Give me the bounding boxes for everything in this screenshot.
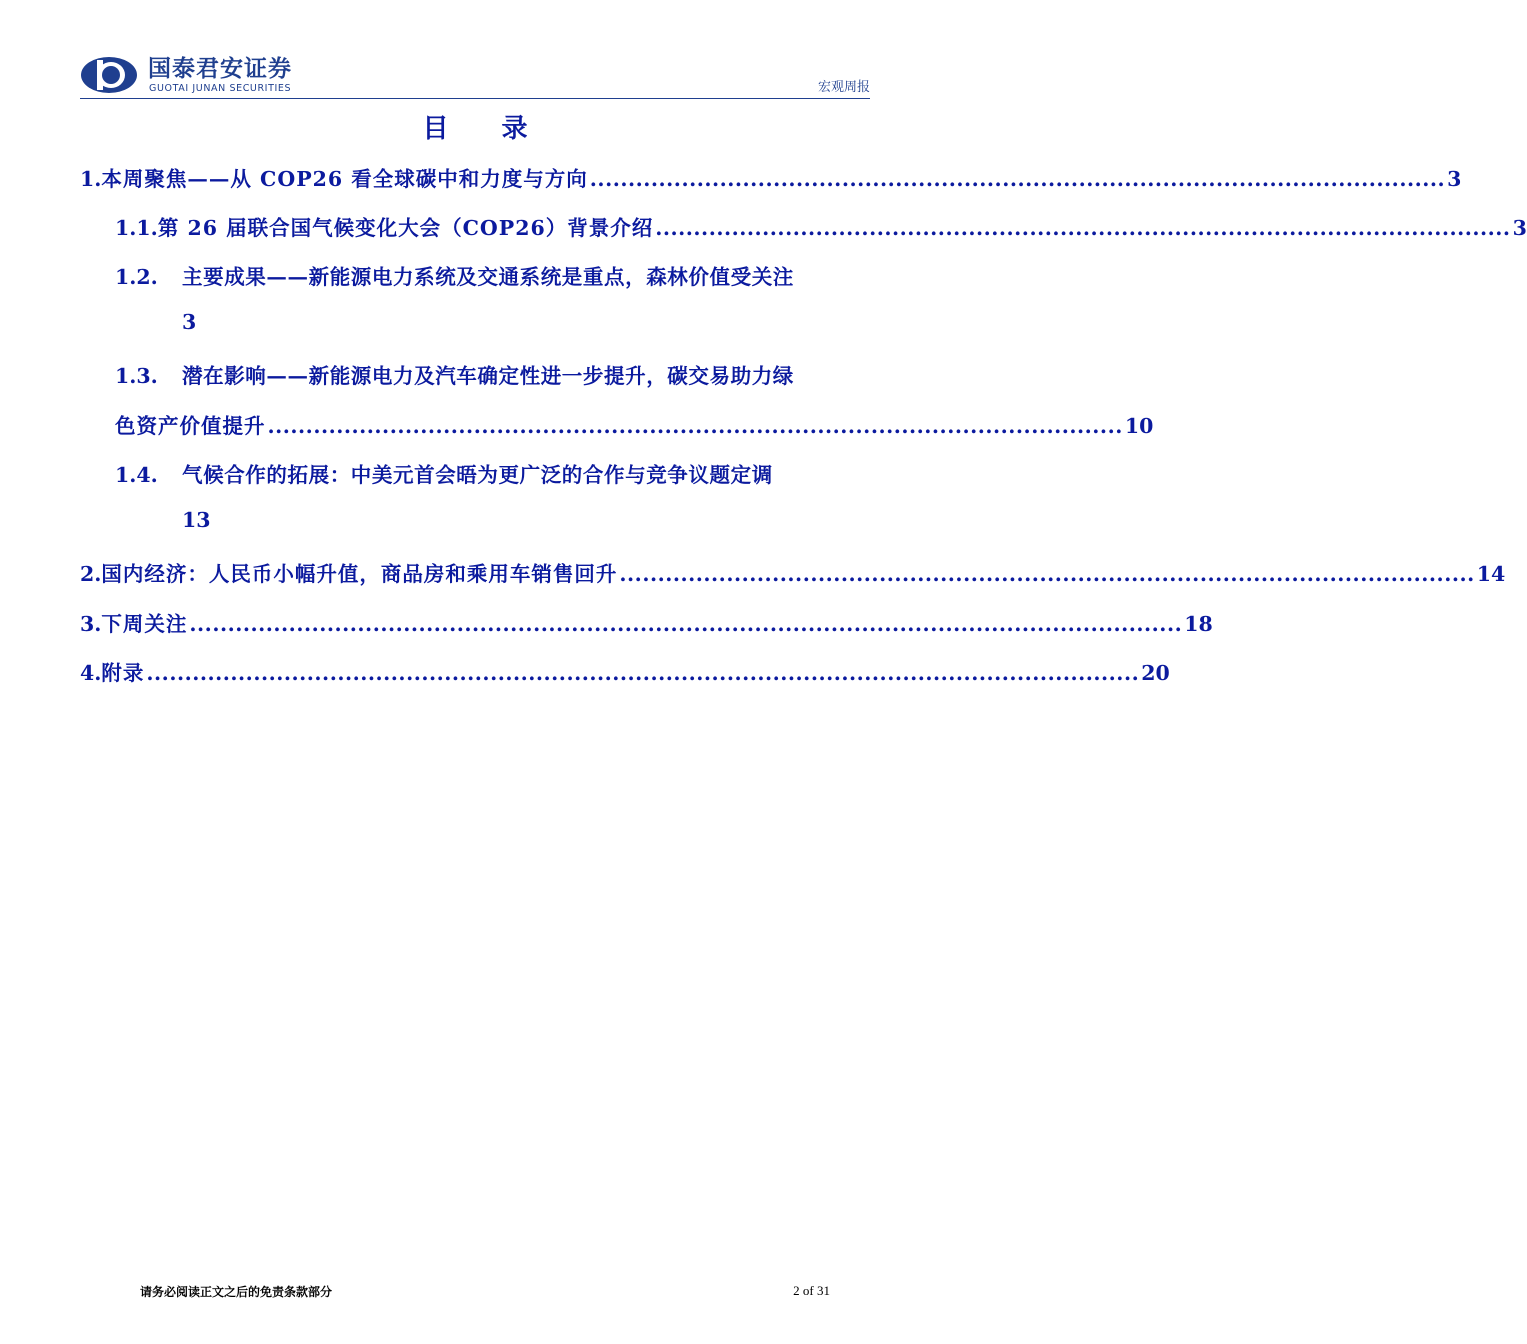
toc-entry-page: 14 [1476,562,1506,586]
toc-entry-number: 1.3. [115,364,158,388]
toc-entry-1-4-page-line[interactable] [80,508,870,538]
toc-dot-leader: ................................................................................................................ [267,414,1123,438]
logo-mark-icon [80,56,138,94]
toc-entry-page: 18 [1184,612,1213,636]
toc-entry-text: 潜在影响——新能源电力及汽车确定性进一步提升，碳交易助力绿 [182,364,794,388]
toc-entry-number: 1.2. [115,265,158,289]
toc-entry-1-4[interactable] [80,458,870,488]
header-divider [80,98,870,99]
toc-entry-number: 1. [80,167,102,191]
toc-entry-4[interactable] [80,656,1170,686]
toc-entry-number: 1.4. [115,463,158,487]
toc-entry-text: 主要成果——新能源电力系统及交通系统是重点，森林价值受关注 [182,265,794,289]
toc-entry-text: 第 26 届联合国气候变化大会（COP26）背景介绍 [157,216,654,240]
toc-entry-3[interactable] [80,607,1213,637]
toc-entry-text: 下周关注 [101,612,188,636]
toc-entry-1-3-cont[interactable] [80,409,1154,439]
toc-dot-leader: ................................................................................................................ [619,562,1475,586]
toc-entry-number: 2. [80,562,102,586]
toc-entry-page: 3 [182,310,197,334]
toc-entry-number: 1.1. [115,216,158,240]
toc-entry-number: 4. [80,661,102,685]
toc-entry-1-1[interactable] [80,211,1527,241]
toc-entry-text-cont: 色资产价值提升 [115,414,266,438]
toc-dot-leader: ................................................................................................................ [655,216,1511,240]
toc-entry-text: 附录 [101,661,145,685]
toc-entry-page: 20 [1141,661,1170,685]
toc-title: 目 录 [422,114,550,144]
toc-entry-text: 国内经济：人民币小幅升值，商品房和乘用车销售回升 [101,562,618,586]
toc-entry-1-2-page-line[interactable] [80,310,870,340]
toc-dot-leader: .................................................................................................................................. [146,661,1140,685]
logo-company-name-en: GUOTAI JUNAN SECURITIES [149,83,292,94]
toc-entry-page: 3 [1512,216,1527,240]
page-header [80,52,870,100]
company-logo [80,56,380,96]
logo-company-name-cn: 国泰君安证券 [148,56,292,82]
report-type-label: 宏观周报 [817,80,870,95]
toc-dot-leader: ................................................................................................................ [589,167,1446,191]
toc-entry-page: 13 [182,508,211,532]
toc-entry-number: 3. [80,612,102,636]
toc-entry-1[interactable] [80,162,1462,192]
toc-entry-1-2[interactable] [80,260,870,290]
toc-entry-1-3[interactable] [80,359,870,389]
toc-entry-page: 10 [1124,414,1154,438]
toc-entry-text: 气候合作的拓展：中美元首会晤为更广泛的合作与竞争议题定调 [182,463,773,487]
footer-page-number: 2 of 31 [793,1283,830,1298]
toc-entry-2[interactable] [80,557,1506,587]
footer-disclaimer: 请务必阅读正文之后的免责条款部分 [140,1285,333,1299]
toc-entry-page: 3 [1447,167,1462,191]
toc-entry-text: 本周聚焦——从 COP26 看全球碳中和力度与方向 [101,167,588,191]
toc-dot-leader: .................................................................................................................................. [189,612,1183,636]
